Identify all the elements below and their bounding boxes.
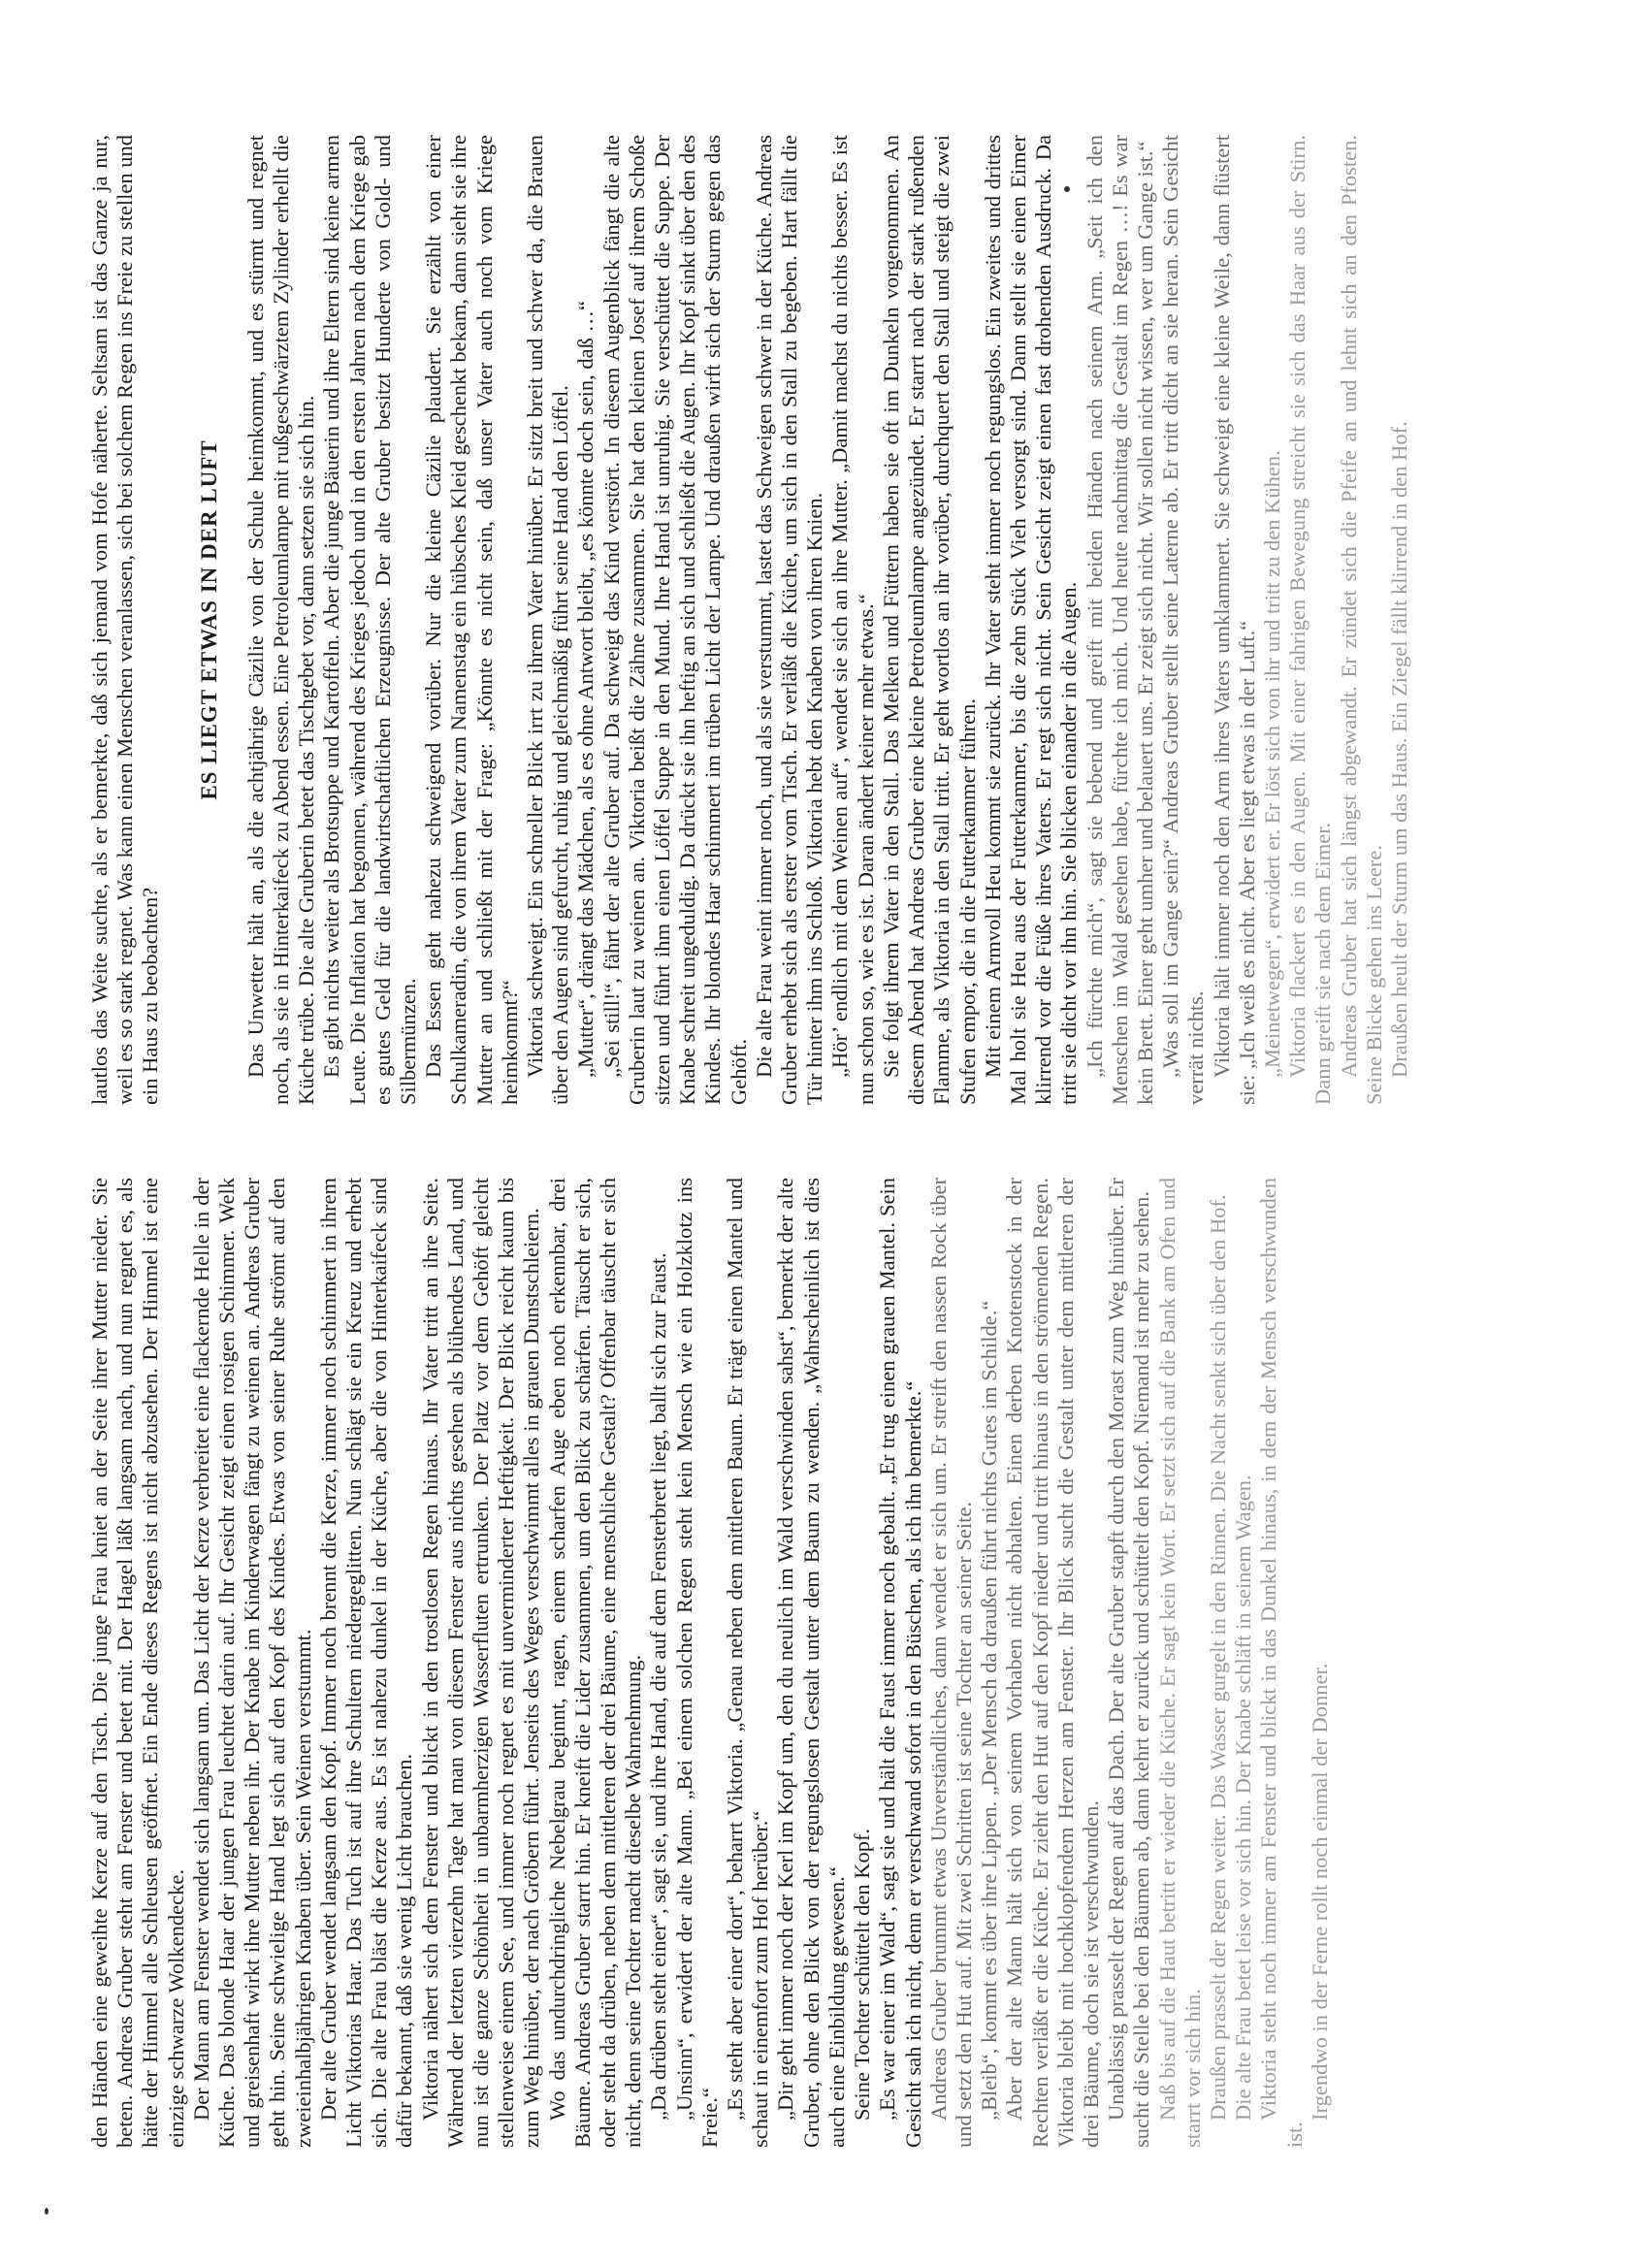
paragraph: den Händen eine geweihte Kerze auf den Tisch. Die junge Frau kniet an der Seite ihrer Mutter nieder. Sie beten. Andreas Gruber steht am Fenster und betet mit. Der Hagel läßt langsam nach, und nun regnet es, als hätte der Himmel alle Schleusen geöffnet. Ein Ende dieses Regens ist nicht abzusehen. Der Himmel ist eine einzige schwarze Wolkendecke. xyxy=(87,1178,188,2148)
paragraph: „Unsinn“, erwidert der alte Mann. „Bei einem solchen Regen steht kein Mensch wie ein Holzklotz ins Freie.“ xyxy=(671,1178,722,2148)
paragraph: Die alte Frau betet leise vor sich hin. Der Knabe schläft in seinem Wagen. xyxy=(1231,1474,1256,2121)
right-text-column xyxy=(87,135,1542,1105)
paragraph: „Da drüben steht einer“, sagt sie, und ihre Hand, die auf dem Fensterbrett liegt, ballt sich zur Faust. xyxy=(646,1252,671,2121)
paragraph: „Dir geht immer noch der Kerl im Kopf um, den du neulich im Wald verschwinden sahst“, bemerkt der alte Gruber, ohne den Blick von der regungslosen Gestalt unter dem Baum zu wenden. „Wahrscheinlich ist dies auch eine Einbildung gewesen.“ xyxy=(773,1178,849,2148)
scan-speck xyxy=(1064,186,1070,192)
paragraph: Der alte Gruber wendet langsam den Kopf. Immer noch brennt die Kerze, immer noch schimmert in ihrem Licht Viktorias Haar. Das Tuch ist auf ihre Schultern niedergeglitten. Nun schlägt sie ein Kreuz und erhebt sich. Die alte Frau bläst die Kerze aus. Es ist nahezu dunkel in der Küche, aber die von Hinterkaifeck sind dafür bekannt, daß sie wenig Licht brauchen. xyxy=(315,1178,417,2148)
paragraph: lautlos das Weite suchte, als er bemerkte, daß sich jemand vom Hofe näherte. Seltsam ist das Ganze ja nur, weil es so stark regnet. Was kann einen Menschen veranlassen, sich bei solchem Regen ins Freie zu stellen und ein Haus zu beobachten? xyxy=(87,135,163,1105)
paragraph: Das Unwetter hält an, als die achtjährige Cäzilie von der Schule heimkommt, und es stürmt und regnet noch, als sie in Hinterkaifeck zu Abend essen. Eine Petroleumlampe mit rußgeschwärztem Zylinder erhellt die Küche trübe. Die alte Gruberin betet das Tischgebet vor, dann setzen sie sich hin. xyxy=(242,135,319,1105)
scan-speck xyxy=(45,2208,48,2215)
paragraph: Mit einem Armvoll Heu kommt sie zurück. Ihr Vater steht immer noch regungslos. Ein zweites und drittes Mal holt sie Heu aus der Futterkammer, bis die zehn Stück Vieh versorgt sind. Dann stellt sie einen Eimer klirrend vor die Füße ihres Vaters. Er regt sich nicht. Sein Gesicht zeigt einen fast drohenden Ausdruck. Da tritt sie dicht vor ihn hin. Sie blicken einander in die Augen. xyxy=(980,135,1082,1105)
paragraph: Draußen heult der Sturm um das Haus. Ein Ziegel fällt klirrend in den Hof. xyxy=(1386,421,1411,1078)
paragraph: Viktoria steht noch immer am Fenster und blickt in das Dunkel hinaus, in dem der Mensch verschwunden ist. xyxy=(1256,1178,1307,2148)
paragraph: „Ich fürchte mich“, sagt sie bebend und greift mit beiden Händen nach seinem Arm. „Seit ich den Menschen im Wald gesehen habe, fürchte ich mich. Und heute nachmittag die Gestalt im Regen …! Es war kein Brett. Einer geht umher und belauert uns. Er zeigt sich nicht. Wir sollen nicht wissen, wer um Gange ist.“ xyxy=(1082,135,1157,1105)
paragraph: „Es steht aber einer dort“, beharrt Viktoria. „Genau neben dem mittleren Baum. Er trägt einen Mantel und schaut in einemfort zum Hof herüber.“ xyxy=(723,1178,773,2148)
paragraph: Das Essen geht nahezu schweigend vorüber. Nur die kleine Cäzilie plaudert. Sie erzählt von einer Schulkameradin, die von ihrem Vater zum Namenstag ein hübsches Kleid geschenkt bekam, dann sieht sie ihre Mutter an und schließt mit der Frage: „Könnte es nicht sein, daß unser Vater auch noch vom Kriege heimkommt?“ xyxy=(421,135,522,1105)
paragraph: Viktoria flackert es in den Augen. Mit einer fahrigen Bewegung streicht sie sich das Haar aus der Stirn. Dann greift sie nach dem Eimer. xyxy=(1285,135,1336,1105)
paragraph: Wo das undurchdringliche Nebelgrau beginnt, ragen, einem scharfen Auge eben noch erkennbar, drei Bäume. Andreas Gruber starrt hin. Er kneift die Lider zusammen, um den Blick zu schärfen. Täuscht er sich, oder steht da drüben, neben dem mittleren der drei Bäume, eine menschliche Gestalt? Offenbar täuscht er sich nicht, denn seine Tochter macht dieselbe Wahrnehmung. xyxy=(544,1178,646,2148)
paragraph: Aber der alte Mann hält sich von seinem Vorhaben nicht abhalten. Einen derben Knotenstock in der Rechten verläßt er die Küche. Er zieht den Hut auf den Kopf nieder und tritt hinaus in den strömenden Regen. Viktoria bleibt mit hochklopfendem Herzen am Fenster. Ihr Blick sucht die Gestalt unter dem mittleren der drei Bäume, doch sie ist verschwunden. xyxy=(1002,1178,1103,2148)
rotated-book-spread xyxy=(58,67,1571,2201)
left-text-column xyxy=(87,1178,1542,2148)
paragraph: „Bleib“, kommt es über ihre Lippen. „Der Mensch da draußen führt nichts Gutes im Schilde.“ xyxy=(977,1300,1002,2121)
paragraph: Irgendwo in der Ferne rollt noch einmal der Donner. xyxy=(1307,1663,1332,2121)
paragraph: „Meinetwegen“, erwidert er. Er löst sich von ihr und tritt zu den Kühen. xyxy=(1259,450,1284,1078)
paragraph: „Hör’ endlich mit dem Weinen auf“, wendet sie sich an ihre Mutter. „Damit machst du nichts besser. Es ist nun schon so, wie es ist. Daran ändert keiner mehr etwas.“ xyxy=(827,135,878,1105)
chapter-heading: ES LIEGT ETWAS IN DER LUFT xyxy=(196,439,221,800)
paragraph: Andreas Gruber hat sich längst abgewandt. Er zündet sich die Pfeife an und lehnt sich an den Pfosten. Seine Blicke gehen ins Leere. xyxy=(1336,135,1386,1105)
paragraph: Viktoria nähert sich dem Fenster und blickt in den trostlosen Regen hinaus. Ihr Vater tritt an ihre Seite. Während der letzten vierzehn Tage hat man von diesem Fenster aus nichts gesehen als blühendes Land, und nun ist die ganze Schönheit in unbarmherzigen Wasserfluten ertrunken. Der Platz vor dem Gehöft gleicht stellenweise einem See, und immer noch regnet es mit unverminderter Heftigkeit. Der Blick reicht kaum bis zum Weg hinüber, der nach Gröbern führt. Jenseits des Weges verschwimmt alles in grauen Dunstschleiern. xyxy=(417,1178,544,2148)
paragraph: „Mutter“, drängt das Mädchen, als es ohne Antwort bleibt, „es könnte doch sein, daß …“ xyxy=(573,300,598,1078)
paragraph: Sie folgt ihrem Vater in den Stall. Das Melken und Füttern haben sie oft im Dunkeln vorgenommen. An diesem Abend hat Andreas Gruber eine kleine Petroleumlampe angezündet. Er starrt nach der stark rußenden Flamme, als Viktoria in den Stall tritt. Er geht wortlos an ihr vorüber, durchquert den Stall und steigt die zwei Stufen empor, die in die Futterkammer führen. xyxy=(878,135,980,1105)
paragraph: Der Mann am Fenster wendet sich langsam um. Das Licht der Kerze verbreitet eine flackernde Helle in der Küche. Das blonde Haar der jungen Frau leuchtet darin auf. Ihr Gesicht zeigt einen rosigen Schimmer. Welk und greisenhaft wirkt ihre Mutter neben ihr. Der Knabe im Kinderwagen fängt zu weinen an. Andreas Gruber geht hin. Seine schwielige Hand legt sich auf den Kopf des Kindes. Etwas von seiner Ruhe strömt auf den zweieinhalbjährigen Knaben über. Sein Weinen verstummt. xyxy=(188,1178,315,2148)
paragraph: Seine Tochter schüttelt den Kopf. xyxy=(850,1828,875,2121)
paragraph: „Was soll im Gange sein?“ Andreas Gruber stellt seine Laterne ab. Er tritt dicht an sie heran. Sein Gesicht verrät nichts. xyxy=(1158,135,1209,1105)
paragraph: Draußen prasselt der Regen weiter. Das Wasser gurgelt in den Rinnen. Die Nacht senkt sich über den Hof. xyxy=(1205,1194,1230,2121)
paragraph: Es gibt nichts weiter als Brotsuppe und Kartoffeln. Aber die junge Bäuerin und ihre Eltern sind keine armen Leute. Die Inflation hat begonnen, während des Krieges jedoch und in den ersten Jahren nach dem Kriege gab es gutes Geld für die landwirtschaftlichen Erzeugnisse. Der alte Gruber besitzt Hunderte von Gold- und Silbermünzen. xyxy=(319,135,421,1105)
paragraph: Die alte Frau weint immer noch, und als sie verstummt, lastet das Schweigen schwer in der Küche. Andreas Gruber erhebt sich als erster vom Tisch. Er verläßt die Küche, um sich in den Stall zu begeben. Hart fällt die Tür hinter ihm ins Schloß. Viktoria hebt den Knaben von ihren Knien. xyxy=(751,135,827,1105)
paragraph: Andreas Gruber brummt etwas Unverständliches, dann wendet er sich um. Er streift den nassen Rock über und setzt den Hut auf. Mit zwei Schritten ist seine Tochter an seiner Seite. xyxy=(925,1178,976,2148)
paragraph: Naß bis auf die Haut betritt er wieder die Küche. Er sagt kein Wort. Er setzt sich auf die Bank am Ofen und starrt vor sich hin. xyxy=(1154,1178,1205,2148)
paragraph: „Sei still!“, fährt der alte Gruber auf. Da schweigt das Kind verstört. In diesem Augenblick fängt die alte Gruberin laut zu weinen an. Viktoria beißt die Zähne zusammen. Sie hat den kleinen Josef auf ihrem Schoße sitzen und führt ihm einen Löffel Suppe in den Mund. Ihre Hand ist unruhig. Sie verschüttet die Suppe. Der Knabe schreit ungeduldig. Da drückt sie ihn heftig an sich und schließt die Augen. Ihr Kopf sinkt über den des Kindes. Ihr blondes Haar schimmert im trüben Licht der Lampe. Und draußen wirft sich der Sturm gegen das Gehöft. xyxy=(598,135,751,1105)
paragraph: „Es war einer im Wald“, sagt sie und hält die Faust immer noch geballt. „Er trug einen grauen Mantel. Sein Gesicht sah ich nicht, denn er verschwand sofort in den Büschen, als ich ihn bemerkte.“ xyxy=(875,1178,925,2148)
paragraph: Viktoria schweigt. Ein schneller Blick irrt zu ihrem Vater hinüber. Er sitzt breit und schwer da, die Brauen über den Augen sind gefurcht, ruhig und gleichmäßig führt seine Hand den Löffel. xyxy=(523,135,573,1105)
paragraph: Unablässig prasselt der Regen auf das Dach. Der alte Gruber stapft durch den Morast zum Weg hinüber. Er sucht die Stelle bei den Bäumen ab, dann kehrt er zurück und schüttelt den Kopf. Niemand ist mehr zu sehen. xyxy=(1104,1178,1154,2148)
paragraph: Viktoria hält immer noch den Arm ihres Vaters umklammert. Sie schweigt eine kleine Weile, dann flüstert sie: „Ich weiß es nicht. Aber es liegt etwas in der Luft.“ xyxy=(1209,135,1259,1105)
